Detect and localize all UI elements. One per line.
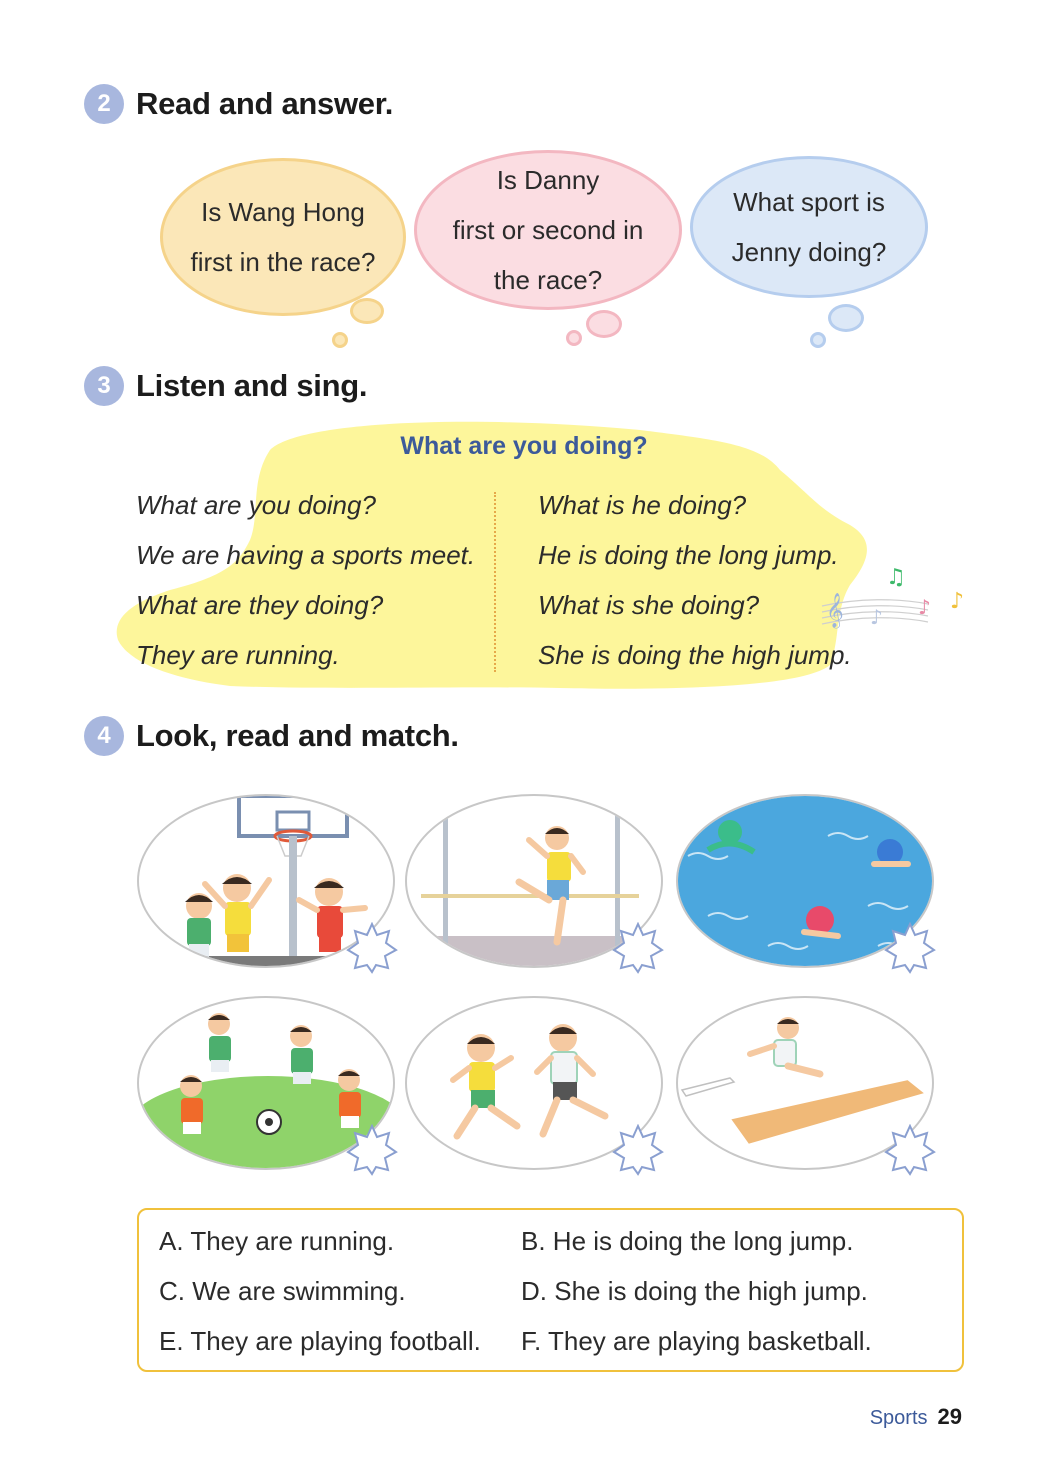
bubble-line: the race? bbox=[493, 265, 603, 295]
svg-text:𝄞: 𝄞 bbox=[826, 593, 844, 628]
lyric-line: What are you doing? bbox=[136, 490, 376, 520]
bubble-line: Is Danny bbox=[496, 165, 600, 195]
page-footer bbox=[870, 1404, 962, 1430]
lyric-line: What are they doing? bbox=[136, 590, 384, 620]
bubble-line: Is Wang Hong bbox=[201, 197, 365, 227]
lyric-line: We are having a sports meet. bbox=[136, 540, 476, 570]
bubble-line: What sport is bbox=[733, 187, 885, 217]
answer-star-icon[interactable] bbox=[884, 922, 936, 974]
section-4-header bbox=[84, 716, 459, 756]
option-d: D. She is doing the high jump. bbox=[521, 1276, 868, 1306]
option-b: B. He is doing the long jump. bbox=[521, 1226, 854, 1256]
unit-label: Sports bbox=[869, 1407, 928, 1429]
answer-star-icon[interactable] bbox=[612, 922, 664, 974]
svg-text:♪: ♪ bbox=[870, 605, 883, 629]
lyric-line: He is doing the long jump. bbox=[538, 540, 839, 570]
section-title: Look, read and match. bbox=[136, 718, 459, 753]
answer-star-icon[interactable] bbox=[346, 1124, 398, 1176]
option-f: F. They are playing basketball. bbox=[521, 1326, 872, 1356]
song-title: What are you doing? bbox=[400, 432, 648, 460]
lyric-line: What is she doing? bbox=[538, 590, 760, 620]
section-title: Read and answer. bbox=[136, 86, 394, 121]
bubble-line: first in the race? bbox=[190, 247, 376, 277]
option-c: C. We are swimming. bbox=[159, 1276, 406, 1306]
svg-text:♪: ♪ bbox=[950, 589, 965, 614]
svg-text:♪: ♪ bbox=[918, 595, 931, 619]
bubble-line: Jenny doing? bbox=[731, 237, 887, 267]
bubble-line: first or second in bbox=[452, 215, 644, 245]
lyric-divider bbox=[494, 492, 496, 672]
option-e: E. They are playing football. bbox=[159, 1326, 481, 1356]
music-notes-icon bbox=[818, 562, 978, 634]
lyric-line: What is he doing? bbox=[538, 490, 747, 520]
svg-text:♫: ♫ bbox=[886, 565, 906, 590]
page-number: 29 bbox=[937, 1404, 962, 1429]
answer-options-box bbox=[137, 1208, 964, 1372]
section-title: Listen and sing. bbox=[136, 368, 368, 403]
section-number: 3 bbox=[84, 366, 124, 406]
option-a: A. They are running. bbox=[159, 1226, 395, 1256]
answer-star-icon[interactable] bbox=[346, 922, 398, 974]
lyric-line: They are running. bbox=[136, 640, 340, 670]
answer-star-icon[interactable] bbox=[612, 1124, 664, 1176]
section-number: 2 bbox=[84, 84, 124, 124]
answer-star-icon[interactable] bbox=[884, 1124, 936, 1176]
lyric-line: She is doing the high jump. bbox=[538, 640, 852, 670]
section-number: 4 bbox=[84, 716, 124, 756]
